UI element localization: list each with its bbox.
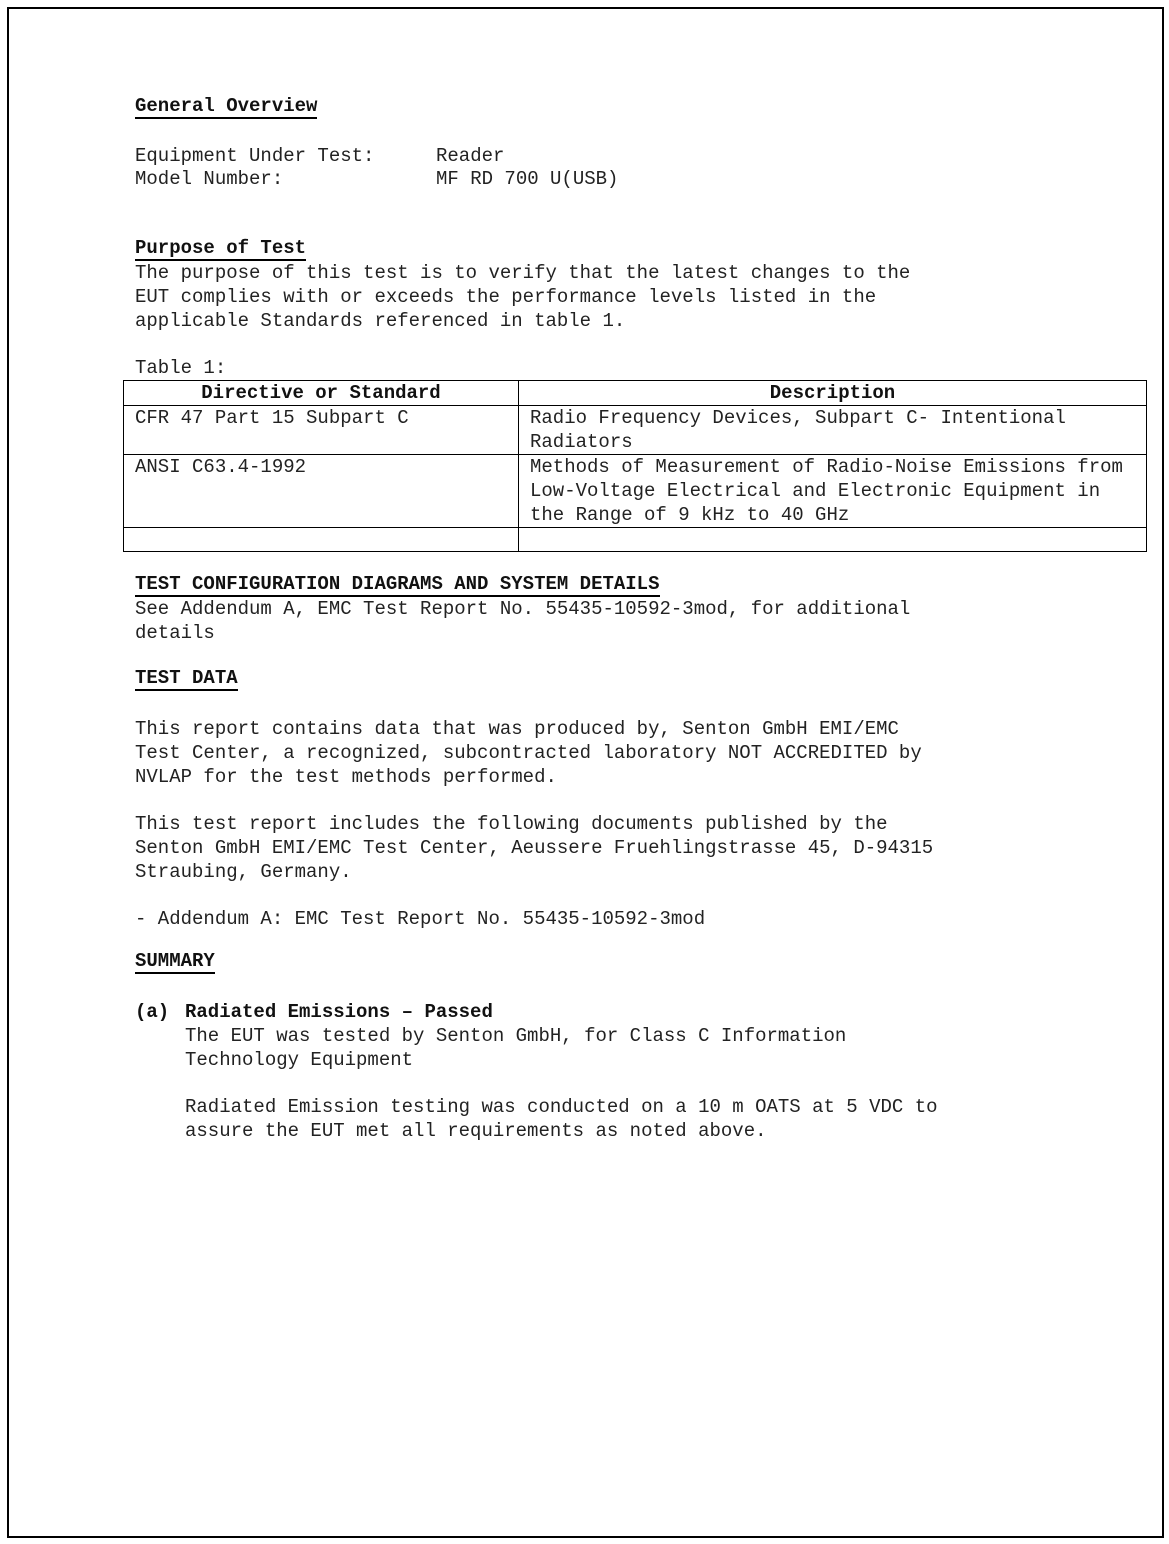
model-label: Model Number: bbox=[135, 168, 284, 190]
purpose-heading: Purpose of Test bbox=[135, 237, 307, 259]
purpose-section bbox=[135, 237, 1135, 333]
summary-section bbox=[135, 950, 1135, 1143]
summary-item bbox=[135, 1000, 1135, 1024]
summary-heading: SUMMARY bbox=[135, 950, 215, 972]
summary-item-title: Radiated Emissions – Passed bbox=[185, 1001, 493, 1023]
table-header-row bbox=[124, 381, 1147, 406]
standard-cell: CFR 47 Part 15 Subpart C bbox=[124, 406, 519, 455]
table-row bbox=[124, 528, 1147, 552]
header-description: Description bbox=[519, 381, 1147, 406]
summary-line: The EUT was tested by Senton GmbH, for Class C Information bbox=[185, 1025, 847, 1047]
description-cell: Methods of Measurement of Radio-Noise Emissions from Low-Voltage Electrical and Electronic Equipment in the Range of 9 kHz to 40 GHz bbox=[519, 455, 1147, 528]
equipment-label: Equipment Under Test: bbox=[135, 145, 375, 167]
equipment-row bbox=[135, 145, 1135, 168]
test-data-line: Test Center, a recognized, subcontracted laboratory NOT ACCREDITED by bbox=[135, 742, 922, 764]
description-cell bbox=[519, 528, 1147, 552]
test-data-line: This test report includes the following documents published by the bbox=[135, 813, 888, 835]
summary-line: Radiated Emission testing was conducted on a 10 m OATS at 5 VDC to bbox=[185, 1096, 938, 1118]
equipment-value: Reader bbox=[436, 145, 505, 167]
test-data-line: NVLAP for the test methods performed. bbox=[135, 766, 557, 788]
summary-line: assure the EUT met all requirements as noted above. bbox=[185, 1120, 767, 1142]
header-standard: Directive or Standard bbox=[124, 381, 519, 406]
purpose-line: EUT complies with or exceeds the performance levels listed in the bbox=[135, 286, 877, 308]
standard-cell: ANSI C63.4-1992 bbox=[124, 455, 519, 528]
summary-item-body bbox=[135, 1024, 1135, 1143]
test-config-section bbox=[135, 573, 1135, 645]
standards-table bbox=[123, 380, 1147, 552]
summary-item-label: (a) bbox=[135, 1001, 170, 1023]
test-config-line: details bbox=[135, 622, 215, 644]
test-data-line: Straubing, Germany. bbox=[135, 861, 352, 883]
test-data-line: This report contains data that was produced by, Senton GmbH EMI/EMC bbox=[135, 718, 899, 740]
test-data-line: Senton GmbH EMI/EMC Test Center, Aeussere Fruehlingstrasse 45, D-94315 bbox=[135, 837, 934, 859]
purpose-line: The purpose of this test is to verify that the latest changes to the bbox=[135, 262, 911, 284]
test-config-heading: TEST CONFIGURATION DIAGRAMS AND SYSTEM DETAILS bbox=[135, 573, 660, 595]
test-config-line: See Addendum A, EMC Test Report No. 55435-10592-3mod, for additional bbox=[135, 598, 911, 620]
table-row bbox=[124, 455, 1147, 528]
table-caption-block bbox=[135, 356, 1135, 380]
model-value: MF RD 700 U(USB) bbox=[436, 168, 619, 190]
model-row bbox=[135, 168, 1135, 191]
addendum-line: - Addendum A: EMC Test Report No. 55435-10592-3mod bbox=[135, 908, 706, 930]
summary-line: Technology Equipment bbox=[185, 1049, 414, 1071]
standard-cell bbox=[124, 528, 519, 552]
table-caption: Table 1: bbox=[135, 357, 227, 379]
test-data-heading: TEST DATA bbox=[135, 667, 238, 689]
description-cell: Radio Frequency Devices, Subpart C- Intentional Radiators bbox=[519, 406, 1147, 455]
general-overview-heading: General Overview bbox=[135, 95, 318, 117]
test-data-section bbox=[135, 667, 1135, 931]
general-overview-section bbox=[135, 95, 1135, 191]
table-row bbox=[124, 406, 1147, 455]
purpose-line: applicable Standards referenced in table 1. bbox=[135, 310, 626, 332]
